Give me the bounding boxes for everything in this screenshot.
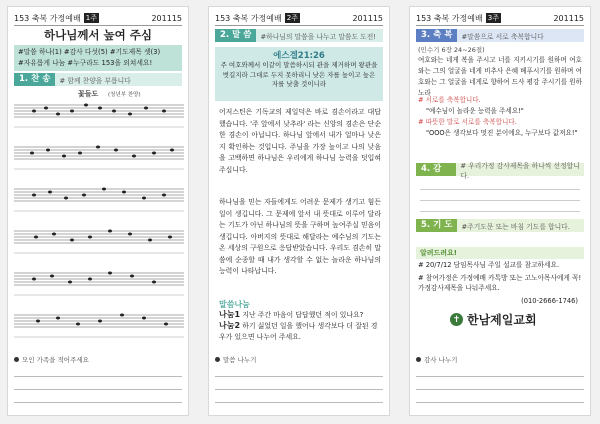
bullet-icon	[416, 357, 421, 362]
panel-sermon	[208, 6, 390, 416]
week-badge: 3주	[487, 14, 499, 22]
section-prayer	[416, 219, 584, 232]
keyword-4: #자유롭게 나눔 #누구라도 153을 외쳐세요!	[18, 59, 153, 67]
panel-header	[215, 11, 383, 26]
note-line[interactable]	[14, 377, 182, 390]
footer-label: 모인 가족을 적어주세요	[22, 356, 89, 364]
issue-number: 153	[14, 13, 30, 23]
sheet-music	[14, 99, 184, 349]
note-line[interactable]	[416, 390, 584, 403]
keyword-box	[14, 45, 182, 71]
sharing-heading: 말씀나눔	[219, 300, 250, 309]
issue-date: 201115	[553, 13, 584, 23]
note-line[interactable]	[215, 390, 383, 403]
sermon-title: 하나님께서 높여 주심	[44, 28, 152, 42]
issue-number: 153	[215, 13, 231, 23]
note-line[interactable]	[416, 377, 584, 390]
thanks-lines	[420, 179, 580, 212]
footer-title	[416, 355, 584, 364]
section-desc: #하나님의 말씀을 나누고 말씀도 도전!	[260, 32, 377, 41]
note-line[interactable]	[14, 390, 182, 403]
footer-label: 감사 나누기	[424, 356, 458, 364]
section-blessing	[416, 29, 584, 42]
question-text: 지난 주간 마음이 답답했던 적이 있나요?	[242, 311, 364, 319]
blessing-text: 여호와는 네게 복을 주시고 너를 지키시기를 원하며 여호와는 그의 얼굴을 네게 비추사 은혜 베푸시기를 원하며 여호와는 그 얼굴을 네게로 향하여 드사 평강 주시기를 원하노라	[418, 56, 582, 97]
note-line[interactable]	[420, 190, 580, 201]
sharing-question-1	[219, 310, 381, 321]
issue-date: 201115	[352, 13, 383, 23]
question-label: 나눔2	[219, 321, 241, 330]
blessing-item: # 따뜻한 말로 서로를 축복합니다.	[418, 118, 517, 126]
panel-header	[14, 11, 182, 26]
section-desc: # 우리가정 감사제목을 하나씩 선정합니다.	[460, 161, 580, 180]
note-line[interactable]	[420, 201, 580, 212]
section-word	[215, 29, 383, 42]
section-label: 3. 축 복	[416, 29, 457, 42]
week-badge: 2주	[286, 14, 298, 22]
song-composer: (청년부 찬양)	[108, 92, 141, 98]
sermon-body-1: 어저스틴은 기독교의 제일덕은 바로 겸손이라고 대답했습니다. '주 앞에서 낮추라' 라는 신앙의 겸손은 단순한 겸손이 아닙니다. 하나님 앞에서 내가 얼마나 낮은지 확인하는 것입니다. 주님을 가장 높이고 나의 낮음을 고백하면 하나님은 우리에게 하나님 능력을 덧입혀 주십니다.	[219, 108, 381, 174]
panel-header	[416, 11, 584, 26]
section-label: 2. 말 씀	[215, 29, 256, 42]
note-line[interactable]	[14, 364, 182, 377]
footer-title	[215, 355, 383, 364]
footer-notes	[215, 355, 383, 411]
note-line[interactable]	[420, 179, 580, 190]
week-badge: 1주	[85, 14, 97, 22]
notice-phone: (010-2666-1746)	[521, 296, 578, 305]
series-name: 축복 가정예배	[31, 13, 81, 23]
footer-notes	[416, 355, 584, 411]
issue-date: 201115	[151, 13, 182, 23]
section-thanks	[416, 161, 584, 187]
keyword-3: #기도제목 셋(3)	[109, 48, 161, 56]
blessing-item: # 서로를 축복합니다.	[418, 96, 481, 104]
note-line[interactable]	[215, 364, 383, 377]
section-desc: #주기도문 또는 바침 기도를 합니다.	[461, 222, 570, 231]
song-title: 꽃들도	[78, 90, 99, 98]
question-label: 나눔1	[219, 310, 241, 319]
sermon-body-2: 하나님을 믿는 자들에게도 어려운 문제가 생기고 힘든 일이 생깁니다. 그 문제에 앞서 내 뜻대로 이루어 달라는 기도가 아닌 하나님의 뜻을 구하며 높여주실 믿음이 생깁니다. 아버지의 뜻대로 해달라는 예수님의 기도는 온 세상의 구원으로 응답받았습니다. 우리도 겸손히 말씀에 순종할 때 내가 생각할 수 없는 놀라운 하나님의 능력이 나타납니다.	[219, 198, 381, 275]
footer-title	[14, 355, 182, 364]
issue-number: 153	[416, 13, 432, 23]
notice-title: 알려드려요!	[416, 247, 584, 259]
keyword-2: #감사 다섯(5)	[63, 48, 108, 56]
panel-worship-hymn	[7, 6, 189, 416]
note-line[interactable]	[215, 377, 383, 390]
blessing-item: "예수님이 놀라운 능력을 주세요!"	[426, 107, 524, 115]
blessing-item: "OOO은 생각보다 멋진 분이에요, 누구보다 값져요!"	[426, 129, 578, 137]
section-desc: #말씀으로 서로 축복합니다	[461, 32, 544, 41]
note-line[interactable]	[416, 364, 584, 377]
notice-box	[416, 247, 584, 307]
sharing-question-2	[219, 321, 381, 342]
section-hymn	[14, 73, 182, 86]
verse-text: 주 여호와께서 이같이 말씀하시되 관을 제거하며 왕관을 벗길지라 그대로 두지 못하리니 낮은 자를 높이고 높은 자를 낮출 것이니라	[220, 61, 378, 88]
blessing-reference: (민수기 6장 24~26절)	[418, 46, 485, 54]
keyword-1: #말씀 하나(1)	[18, 48, 62, 56]
section-desc: # 함께 찬양을 부릅니다	[59, 76, 131, 85]
section-label: 4. 감 사	[416, 163, 456, 176]
series-name: 축복 가정예배	[433, 13, 483, 23]
verse-box	[215, 47, 383, 101]
church-name: 한남제일교회	[467, 313, 537, 327]
panel-blessing	[409, 6, 591, 416]
blessing-items	[418, 95, 582, 139]
notice-item: # 20/7/12 담임목사님 주일 설교를 참고하세요.	[418, 261, 560, 269]
verse-reference: 에스겔21:26	[273, 51, 325, 61]
bullet-icon	[14, 357, 19, 362]
series-name: 축복 가정예배	[232, 13, 282, 23]
question-text: 하기 싫었던 일을 했어나 생각보다 더 잘된 경우가 있으면 나누어 주세요.	[219, 322, 378, 341]
church-logo	[450, 311, 537, 328]
section-label: 1. 찬 송	[14, 73, 55, 86]
notice-item: # 참여가정은 가정예배 카톡방 또는 고노아목사에게 꼭! 가정감사제목을 나눠주세요.	[418, 273, 582, 292]
footer-label: 말씀 나누기	[223, 356, 257, 364]
section-label: 5. 기 도	[416, 219, 457, 232]
bullet-icon	[215, 357, 220, 362]
church-logo-icon: ✝	[450, 313, 463, 326]
footer-notes	[14, 355, 182, 411]
